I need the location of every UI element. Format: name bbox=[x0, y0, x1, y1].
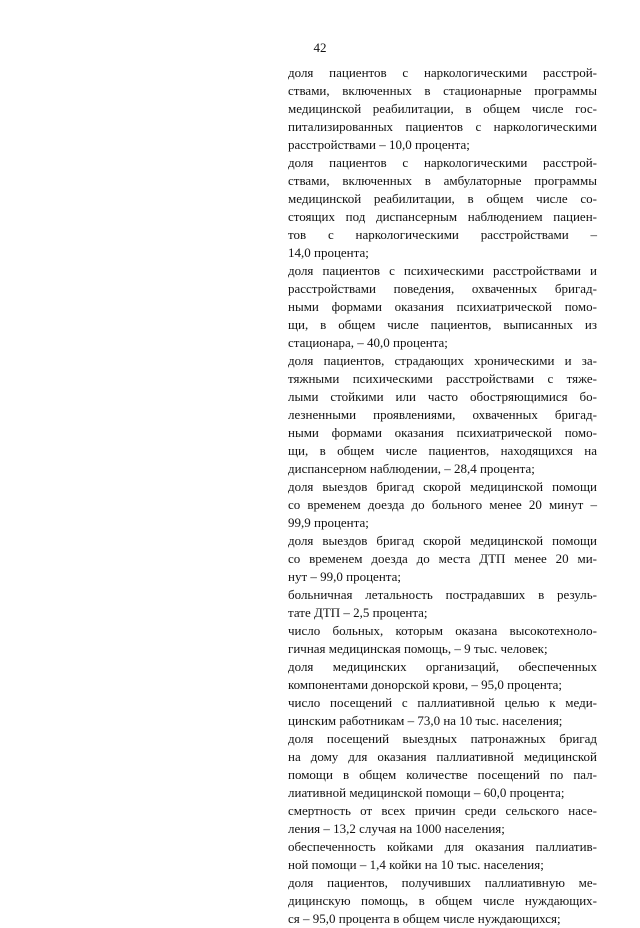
text-line: обеспеченность койками для оказания паллиатив- bbox=[288, 839, 597, 854]
text-line: доля пациентов с психическими расстройствами и bbox=[288, 263, 597, 278]
text-line: число посещений с паллиативной целью к меди- bbox=[288, 695, 597, 710]
text-line: нут – 99,0 процента; bbox=[288, 569, 402, 584]
text-line: тате ДТП – 2,5 процента; bbox=[288, 605, 428, 620]
text-line: дицинскую помощь, в общем числе нуждающих- bbox=[288, 893, 597, 908]
text-line: больничная летальность пострадавших в резуль- bbox=[288, 587, 597, 602]
list-item bbox=[288, 478, 597, 532]
text-line: 99,9 процента; bbox=[288, 515, 369, 530]
list-item bbox=[288, 262, 597, 352]
list-item bbox=[288, 352, 597, 478]
text-line: доля медицинских организаций, обеспеченных bbox=[288, 659, 597, 674]
text-line: со временем доезда до больного менее 20 минут – bbox=[288, 497, 597, 512]
list-item bbox=[288, 694, 597, 730]
text-line: ными формами оказания психиатрической помо- bbox=[288, 299, 597, 314]
text-column bbox=[288, 64, 597, 928]
list-item bbox=[288, 64, 597, 154]
text-line: ления – 13,2 случая на 1000 населения; bbox=[288, 821, 505, 836]
text-line: лыми стойкими или часто обостряющимися бо- bbox=[288, 389, 597, 404]
text-line: питализированных пациентов с наркологическими bbox=[288, 119, 597, 134]
text-line: помощи в общем количестве посещений по пал- bbox=[288, 767, 597, 782]
text-line: доля пациентов с наркологическими расстрой- bbox=[288, 65, 597, 80]
text-line: ными формами оказания психиатрической помо- bbox=[288, 425, 597, 440]
text-line: гичная медицинская помощь, – 9 тыс. человек; bbox=[288, 641, 548, 656]
text-line: число больных, которым оказана высокотехноло- bbox=[288, 623, 597, 638]
list-item bbox=[288, 658, 597, 694]
text-line: ной помощи – 1,4 койки на 10 тыс. населения; bbox=[288, 857, 544, 872]
text-line: смертность от всех причин среди сельского насе- bbox=[288, 803, 597, 818]
text-line: стоящих под диспансерным наблюдением пациен- bbox=[288, 209, 597, 224]
text-line: щи, в общем числе пациентов, находящихся на bbox=[288, 443, 597, 458]
text-line: тяжными психическими расстройствами с тяже- bbox=[288, 371, 597, 386]
text-line: доля выездов бригад скорой медицинской помощи bbox=[288, 479, 597, 494]
text-line: доля пациентов, страдающих хроническими и за- bbox=[288, 353, 597, 368]
text-line: доля пациентов, получивших паллиативную ме- bbox=[288, 875, 597, 890]
text-line: лезненными проявлениями, охваченных бригад- bbox=[288, 407, 597, 422]
list-item bbox=[288, 586, 597, 622]
text-line: медицинской реабилитации, в общем числе со- bbox=[288, 191, 597, 206]
text-line: ствами, включенных в стационарные программы bbox=[288, 83, 597, 98]
list-item bbox=[288, 154, 597, 262]
list-item bbox=[288, 802, 597, 838]
text-line: цинским работникам – 73,0 на 10 тыс. населения; bbox=[288, 713, 563, 728]
text-line: доля пациентов с наркологическими расстрой- bbox=[288, 155, 597, 170]
text-line: стационара, – 40,0 процента; bbox=[288, 335, 448, 350]
text-line: ствами, включенных в амбулаторные программы bbox=[288, 173, 597, 188]
text-line: на дому для оказания паллиативной медицинской bbox=[288, 749, 597, 764]
text-line: со временем доезда до места ДТП менее 20 ми- bbox=[288, 551, 597, 566]
page-number: 42 bbox=[313, 40, 327, 55]
text-line: тов с наркологическими расстройствами – bbox=[288, 227, 597, 242]
text-line: ся – 95,0 процента в общем числе нуждающихся; bbox=[288, 911, 561, 926]
text-line: расстройствами поведения, охваченных бригад- bbox=[288, 281, 597, 296]
list-item bbox=[288, 730, 597, 802]
list-item bbox=[288, 838, 597, 874]
text-line: компонентами донорской крови, – 95,0 процента; bbox=[288, 677, 563, 692]
list-item bbox=[288, 874, 597, 928]
text-line: медицинской реабилитации, в общем числе гос- bbox=[288, 101, 597, 116]
text-line: 14,0 процента; bbox=[288, 245, 369, 260]
text-line: диспансерном наблюдении, – 28,4 процента; bbox=[288, 461, 535, 476]
text-line: расстройствами – 10,0 процента; bbox=[288, 137, 470, 152]
text-line: доля выездов бригад скорой медицинской помощи bbox=[288, 533, 597, 548]
text-line: доля посещений выездных патронажных бригад bbox=[288, 731, 597, 746]
list-item bbox=[288, 532, 597, 586]
text-line: лиативной медицинской помощи – 60,0 процента; bbox=[288, 785, 565, 800]
text-line: щи, в общем числе пациентов, выписанных из bbox=[288, 317, 597, 332]
list-item bbox=[288, 622, 597, 658]
